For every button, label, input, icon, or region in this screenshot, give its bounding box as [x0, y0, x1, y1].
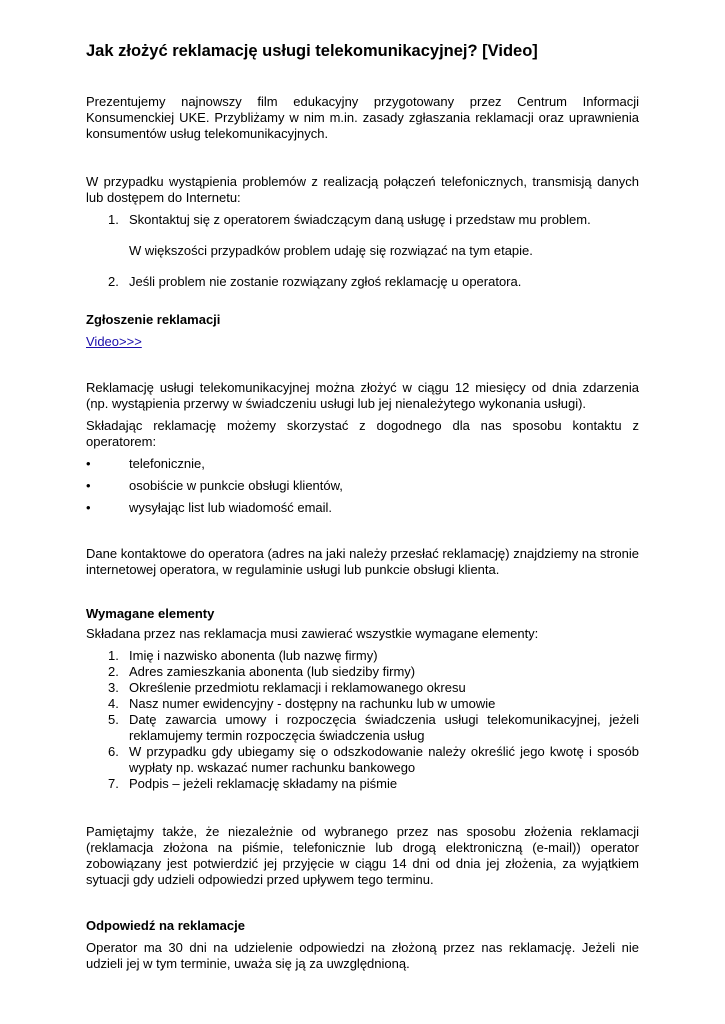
- list-item: [86, 744, 639, 776]
- list-item-number: 2.: [108, 664, 119, 679]
- list-item-number: 5.: [108, 712, 119, 727]
- list-item-text: Nasz numer ewidencyjny - dostępny na rachunku lub w umowie: [129, 696, 496, 711]
- list-item: [86, 478, 639, 494]
- list-item-text: Datę zawarcia umowy i rozpoczęcia świadczenia usługi telekomunikacyjnej, jeżeli reklamujemy termin rozpoczęcia świadczenia usług: [129, 712, 639, 743]
- list-item: [86, 500, 639, 516]
- reminder-paragraph: Pamiętajmy także, że niezależnie od wybranego przez nas sposobu złożenia reklamacji (reklamacja złożona na piśmie, telefonicznie lub drogą elektroniczną (e-mail)) operator zobowiązany jest potwierdzić jej przyjęcie w ciągu 14 dni od dnia jej złożenia, za wyjątkiem sytuacji gdy udzieli odpowiedzi przed upływem tego terminu.: [86, 824, 639, 887]
- list-item-text: Określenie przedmiotu reklamacji i reklamowanego okresu: [129, 680, 466, 695]
- step-note: W większości przypadków problem udaję się rozwiązać na tym etapie.: [129, 243, 533, 258]
- page-title: Jak złożyć reklamację usługi telekomunikacyjnej? [Video]: [86, 42, 538, 60]
- list-item-text: Imię i nazwisko abonenta (lub nazwę firmy): [129, 648, 378, 663]
- bullet-icon: •: [86, 456, 91, 471]
- list-item-text: Podpis – jeżeli reklamację składamy na piśmie: [129, 776, 398, 791]
- bullet-icon: •: [86, 478, 91, 493]
- list-item: [86, 664, 639, 680]
- list-item-number: 1.: [108, 648, 119, 663]
- list-item: [86, 776, 639, 792]
- list-item: [86, 648, 639, 664]
- step-number: 1.: [108, 212, 119, 227]
- list-item-number: 3.: [108, 680, 119, 695]
- list-item-number: 4.: [108, 696, 119, 711]
- required-heading: Wymagane elementy: [86, 606, 215, 621]
- list-item-text: Adres zamieszkania abonenta (lub siedziby firmy): [129, 664, 416, 679]
- submission-heading: Zgłoszenie reklamacji: [86, 312, 221, 327]
- intro-paragraph: Prezentujemy najnowszy film edukacyjny przygotowany przez Centrum Informacji Konsumenckiej UKE. Przybliżamy w nim m.in. zasady zgłaszania reklamacji oraz uprawnienia konsumentów usług telekomunikacyjnych.: [86, 94, 639, 141]
- list-item-number: 7.: [108, 776, 119, 791]
- response-paragraph: Operator ma 30 dni na udzielenie odpowiedzi na złożoną przez nas reklamację. Jeżeli nie udzieli jej w tym terminie, uważa się ją za uwzględnioną.: [86, 940, 639, 971]
- list-item-text: telefonicznie,: [129, 456, 205, 471]
- step-text: Jeśli problem nie zostanie rozwiązany zgłoś reklamację u operatora.: [129, 274, 522, 289]
- list-item-number: 6.: [108, 744, 119, 759]
- bullet-icon: •: [86, 500, 91, 515]
- contact-methods-list: [86, 456, 639, 516]
- step-number: 2.: [108, 274, 119, 289]
- contact-paragraph: Dane kontaktowe do operatora (adres na jaki należy przesłać reklamację) znajdziemy na stronie internetowej operatora, w regulaminie usługi lub punkcie obsługi klienta.: [86, 546, 639, 577]
- steps-list: [86, 212, 639, 290]
- video-link[interactable]: Video>>>: [86, 334, 142, 349]
- list-item: [86, 680, 639, 696]
- step-item: [86, 274, 639, 290]
- list-item: [86, 696, 639, 712]
- list-item: [86, 456, 639, 472]
- list-item-text: osobiście w punkcie obsługi klientów,: [129, 478, 343, 493]
- response-heading: Odpowiedź na reklamacje: [86, 918, 245, 933]
- step-text: Skontaktuj się z operatorem świadczącym daną usługę i przedstaw mu problem.: [129, 212, 591, 227]
- step-item: [86, 212, 639, 259]
- list-item-text: wysyłając list lub wiadomość email.: [129, 500, 333, 515]
- video-link-line: [86, 334, 639, 350]
- required-intro: Składana przez nas reklamacja musi zawierać wszystkie wymagane elementy:: [86, 626, 539, 641]
- problem-paragraph: W przypadku wystąpienia problemów z realizacją połączeń telefonicznych, transmisją danych lub dostępem do Internetu:: [86, 174, 639, 205]
- list-item-text: W przypadku gdy ubiegamy się o odszkodowanie należy określić jego kwotę i sposób wypłaty np. wskazać numer rachunku bankowego: [129, 744, 639, 775]
- submission-paragraph-1: Reklamację usługi telekomunikacyjnej można złożyć w ciągu 12 miesięcy od dnia zdarzenia (np. wystąpienia przerwy w świadczeniu usługi lub jej nienależytego wykonania usługi).: [86, 380, 639, 411]
- document-page: [86, 40, 639, 972]
- list-item: [86, 712, 639, 744]
- submission-paragraph-2: Składając reklamację możemy skorzystać z dogodnego dla nas sposobu kontaktu z operatorem:: [86, 418, 639, 449]
- required-elements-list: [86, 648, 639, 792]
